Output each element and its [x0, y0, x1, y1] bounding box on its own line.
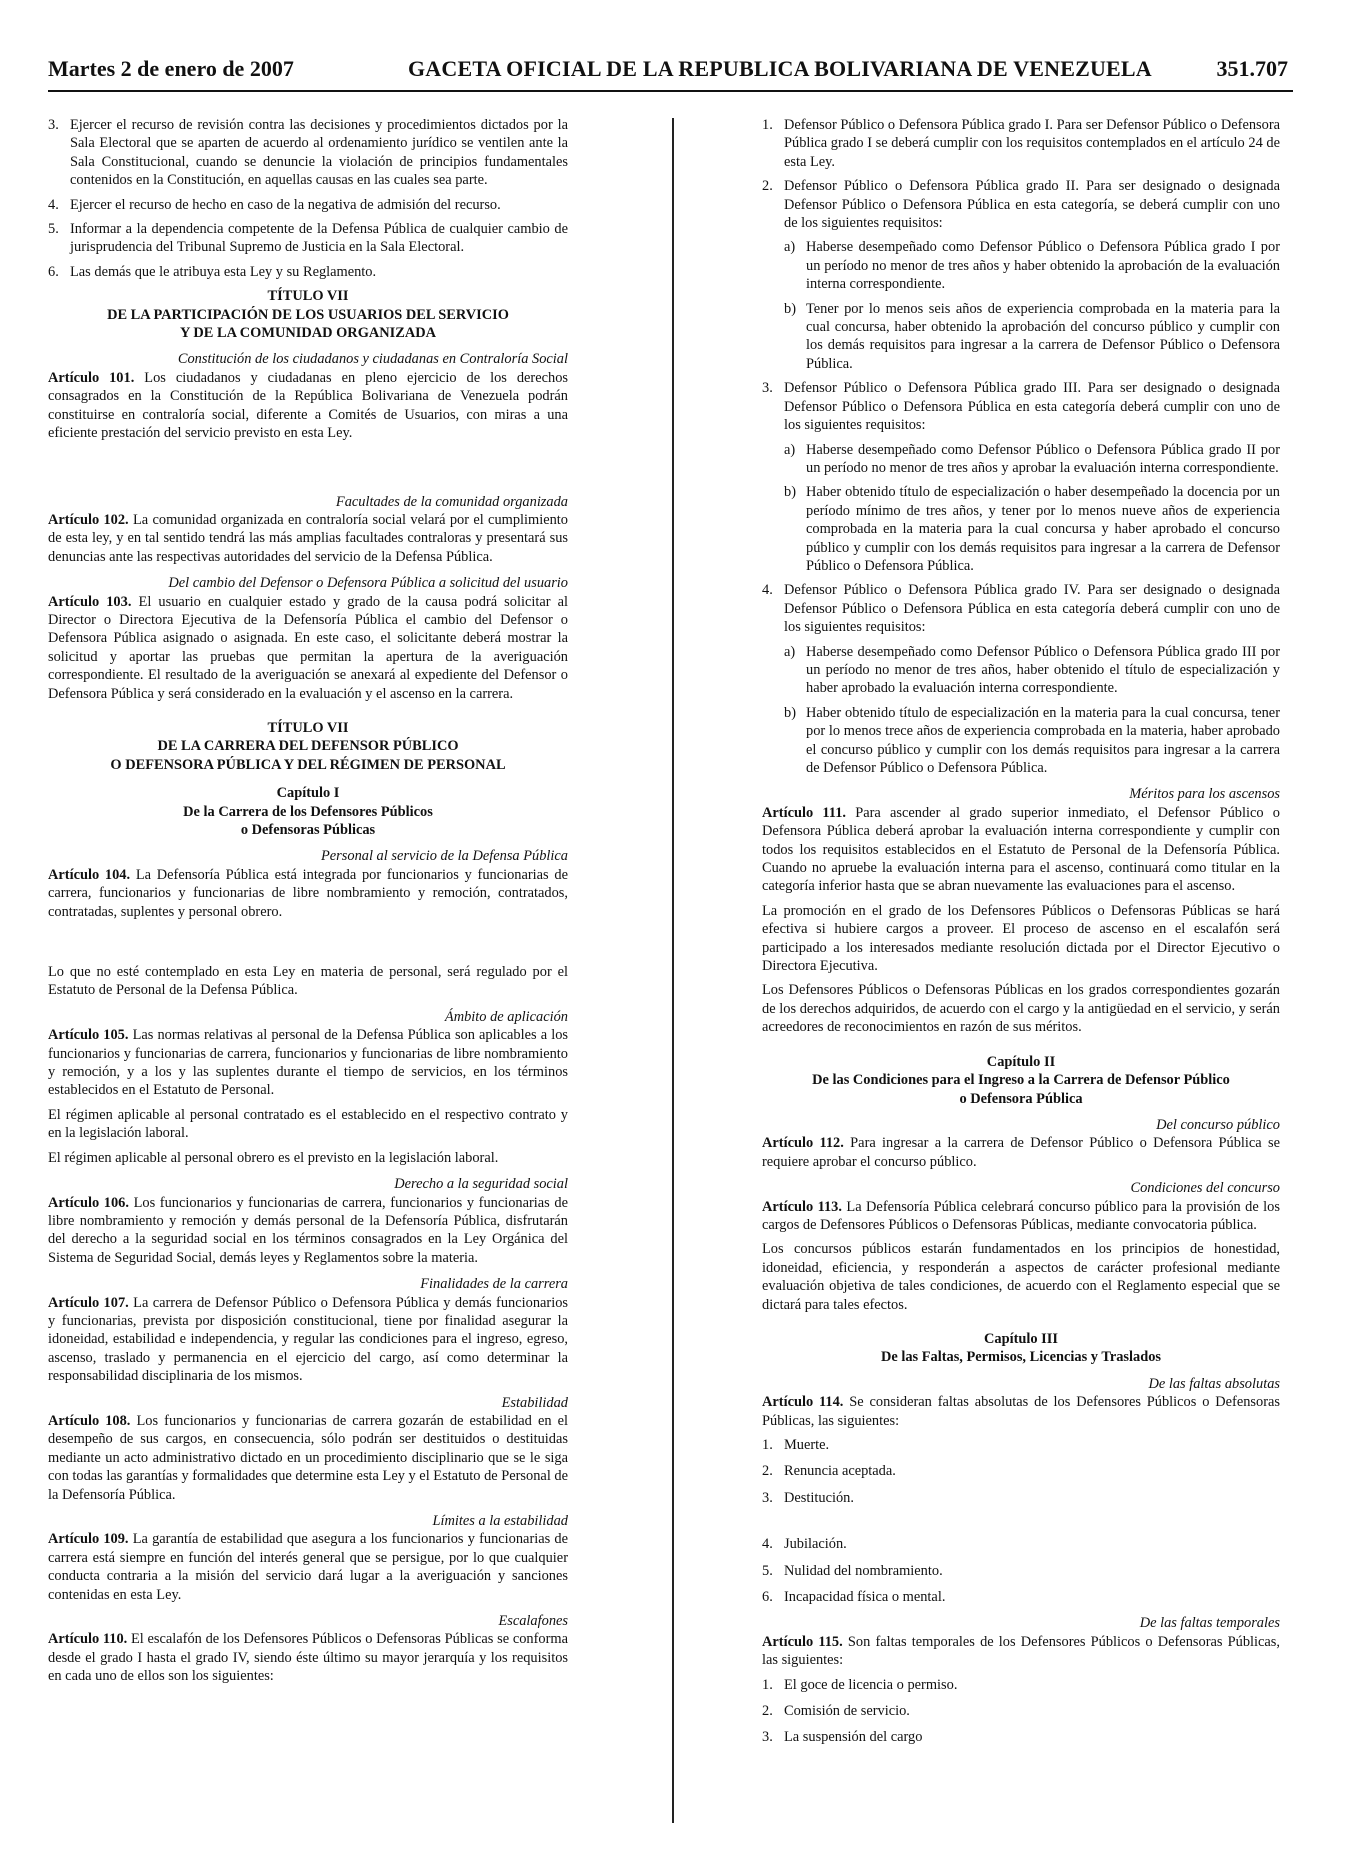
gazette-title: GACETA OFICIAL DE LA REPUBLICA BOLIVARIANA DE VENEZUELA [408, 56, 1152, 81]
article-heading: Condiciones del concurso [1130, 1180, 1280, 1197]
list-item: 2. Renuncia aceptada. [762, 1463, 896, 1480]
article-112: Artículo 112. Para ingresar a la carrera de Defensor Público o Defensora Pública se requiere aprobar el concurso público. [762, 1135, 1280, 1170]
left-column [48, 116, 568, 1692]
requirement-item: b) Tener por lo menos seis años de experiencia comprobada en la materia para la cual concursa, haber obtenido la aprobación del concurso público y cumplir con los demás requisitos para ingresar a la carrera de Defensor Público o Defensora Pública. [784, 300, 1280, 372]
title-heading: DE LA CARRERA DEL DEFENSOR PÚBLICO [157, 738, 459, 755]
chapter-heading: Capítulo I [276, 785, 340, 802]
article-heading: De las faltas temporales [1139, 1615, 1280, 1632]
article-107: Artículo 107. La carrera de Defensor Público o Defensora Pública y demás funcionarios y funcionarias, prevista por disposición constitucional, tiene por finalidad asegurar la idoneidad, estabilidad e independencia, y regular las condiciones para el ingreso, egreso, ascenso, traslado y permanencia en el ejercicio del cargo, así como determinar la responsabilidad disciplinaria de los mismos. [48, 1294, 568, 1385]
title-heading: TÍTULO VII [267, 288, 349, 305]
article-109: Artículo 109. La garantía de estabilidad que asegura a los funcionarios y funcionarias de carrera está siempre en función del interés general que se persigue, por lo que cualquier conducta contraria a la misión del servicio dará lugar a la averiguación y sanciones contenidas en esta Ley. [48, 1531, 568, 1603]
article-heading: Facultades de la comunidad organizada [335, 493, 568, 510]
article-105-paragraph: El régimen aplicable al personal obrero es el previsto en la legislación laboral. [48, 1149, 499, 1166]
requirement-item: a) Haberse desempeñado como Defensor Público o Defensora Pública grado III por un período no menor de tres años, haber obtenido el título de especialización y haber aprobado la evaluación interna correspondiente. [784, 643, 1280, 697]
grade-item: 3. Defensor Público o Defensora Pública grado III. Para ser designado o designada Defensor Público o Defensora Pública en esta categoría deberá cumplir con uno de los siguientes requisitos: [762, 380, 1280, 434]
article-111: Artículo 111. Para ascender al grado superior inmediato, el Defensor Público o Defensora Pública deberá aprobar la evaluación interna correspondiente y cumplir con todos los requisitos establecidos en el Estatuto de Personal de la Defensoría Pública. Cuando no apruebe la evaluación interna para el ascenso, continuará como titular en la categoría inferior hasta que se abran nuevamente las evaluaciones para el ascenso. [762, 804, 1280, 895]
article-102: Artículo 102. La comunidad organizada en contraloría social velará por el cumplimiento de esta ley, y en tal sentido tendrá las más amplias facultades contraloras y presentará sus denuncias ante las respectivas autoridades del servicio de la Defensa Pública. [48, 511, 568, 565]
grade-item: 1. Defensor Público o Defensora Pública grado I. Para ser Defensor Público o Defensora Pública grado I se deberá cumplir con los requisitos contemplados en el artículo 24 de esta Ley. [762, 117, 1280, 170]
list-item: 2. Comisión de servicio. [762, 1703, 910, 1720]
right-column [762, 116, 1280, 1755]
article-105: Artículo 105. Las normas relativas al personal de la Defensa Pública son aplicables a los funcionarios y funcionarias de carrera, funcionarios y funcionarias de libre nombramiento y remoción, y a los y las suplentes durante el tiempo de servicios, en los términos establecidos en el Estatuto de Personal. [48, 1027, 568, 1099]
article-heading: Derecho a la seguridad social [394, 1176, 568, 1193]
chapter-heading: Capítulo III [984, 1330, 1058, 1347]
requirement-item: b) Haber obtenido título de especialización o haber desempeñado la docencia por un período mínimo de tres años, y tener por lo menos nueve años de experiencia comprobada en la materia para la cual concursa y haber aprobado el concurso público y cumplir con los demás requisitos para ingresar a la carrera de Defensor Público o Defensora Pública. [784, 484, 1280, 574]
title-heading: O DEFENSORA PÚBLICA Y DEL RÉGIMEN DE PERSONAL [110, 756, 506, 773]
article-104-paragraph: Lo que no esté contemplado en esta Ley en materia de personal, será regulado por el Estatuto de Personal de la Defensa Pública. [48, 964, 568, 999]
article-111-paragraph: La promoción en el grado de los Defensores Públicos o Defensoras Públicas se hará efectiva si hubiere cargos a proveer. El proceso de ascenso en el escalafón será participado a los interesados mediante resolución dictada por el Director Ejecutivo o Directora Ejecutiva. [762, 902, 1280, 975]
article-heading: Del concurso público [1156, 1116, 1280, 1133]
list-item: 5. Nulidad del nombramiento. [762, 1562, 943, 1579]
header-rule [48, 90, 1293, 92]
article-114: Artículo 114. Se consideran faltas absolutas de los Defensores Públicos o Defensoras Públicas, las siguientes: [762, 1394, 1280, 1429]
article-heading: Constitución de los ciudadanos y ciudadanas en Contraloría Social [177, 351, 568, 368]
list-item: 3. Destitución. [762, 1489, 854, 1506]
article-111-paragraph: Los Defensores Públicos o Defensoras Públicas en los grados correspondientes gozarán de los derechos adquiridos, de acuerdo con el cargo y la antigüedad en el servicio, y serán acreedores de reconocimientos en razón de sus méritos. [762, 982, 1280, 1036]
article-103: Artículo 103. El usuario en cualquier estado y grado de la causa podrá solicitar al Director o Directora Ejecutiva de la Defensoría Pública el cambio del Defensor o Defensora Pública asignado o asignada. En este caso, el solicitante deberá mostrar la solicitud y aportar las pruebas que permitan la apertura de la averiguación correspondiente. El resultado de la averiguación se anexará al expediente del Defensor o Defensora Pública y será considerado en la evaluación y el ascenso en la carrera. [48, 593, 568, 702]
list-item: 6. Las demás que le atribuya esta Ley y su Reglamento. [48, 263, 377, 280]
article-101: Artículo 101. Los ciudadanos y ciudadanas en pleno ejercicio de los derechos consagrados en la Constitución de la República Bolivariana de Venezuela podrán constituirse en contraloría social, diferente a Comités de Usuarios, con miras a una eficiente prestación del servicio previsto en esta Ley. [48, 369, 568, 442]
column-divider [672, 118, 674, 1823]
chapter-heading: o Defensoras Públicas [240, 822, 376, 838]
list-item: 5. Informar a la dependencia competente de la Defensa Pública de cualquier cambio de jurisprudencia del Tribunal Supremo de Justicia en la Sala Electoral. [48, 221, 568, 256]
title-heading: Y DE LA COMUNIDAD ORGANIZADA [179, 325, 437, 342]
list-item: 4. Ejercer el recurso de hecho en caso de la negativa de admisión del recurso. [48, 196, 501, 213]
list-item: 3. La suspensión del cargo [762, 1729, 923, 1746]
requirement-item: a) Haberse desempeñado como Defensor Público o Defensora Pública grado I por un período no menor de tres años y haber obtenido la aprobación de la evaluación interna correspondiente. [784, 239, 1280, 293]
title-heading: TÍTULO VII [267, 719, 349, 736]
chapter-heading: Capítulo II [986, 1053, 1056, 1070]
list-item: 3. Ejercer el recurso de revisión contra las decisiones y procedimientos dictados por la Sala Electoral que se aparten de acuerdo al ordenamiento jurídico se ventilen ante la Sala Constitucional, cuando se denuncie la violación de principios fundamentales contenidos en la Constitución, en aquellas causas en las cuales sea parte. [48, 117, 568, 189]
grade-item: 2. Defensor Público o Defensora Pública grado II. Para ser designado o designada Defensor Público o Defensora Pública en esta categoría, se deberá cumplir con uno de los siguientes requisitos: [762, 178, 1280, 232]
article-106: Artículo 106. Los funcionarios y funcionarias de carrera, funcionarios y funcionarias de libre nombramiento y remoción y demás personal de la Defensoría Pública, disfrutarán del derecho a la seguridad social en los términos consagrados en la Ley Orgánica del Sistema de Seguridad Social, demás leyes y Reglamentos sobre la materia. [48, 1194, 568, 1266]
article-heading: Escalafones [498, 1613, 568, 1630]
article-heading: Finalidades de la carrera [420, 1276, 568, 1293]
page-number: 351.707 [1216, 56, 1288, 81]
article-heading: Del cambio del Defensor o Defensora Pública a solicitud del usuario [168, 575, 568, 592]
requirement-item: a) Haberse desempeñado como Defensor Público o Defensora Pública grado II por un período no menor de tres años y aprobar la evaluación interna correspondiente. [784, 441, 1280, 476]
chapter-heading: De la Carrera de los Defensores Públicos [183, 803, 433, 820]
issue-date: Martes 2 de enero de 2007 [48, 56, 294, 81]
article-heading: Límites a la estabilidad [432, 1513, 568, 1529]
article-108: Artículo 108. Los funcionarios y funcionarias de carrera gozarán de estabilidad en el desempeño de sus cargos, en consecuencia, sólo podrán ser destituidos o destituidas mediante un acto administrativo dictado en un procedimiento disciplinario que se le siga con todas las garantías y formalidades que determine esta Ley y el Estatuto de Personal de la Defensoría Pública. [48, 1412, 568, 1503]
grade-item: 4. Defensor Público o Defensora Pública grado IV. Para ser designado o designada Defensor Público o Defensora Pública en esta categoría deberá cumplir con uno de los siguientes requisitos: [762, 582, 1280, 636]
chapter-heading: De las Faltas, Permisos, Licencias y Traslados [880, 1349, 1162, 1366]
article-heading: De las faltas absolutas [1148, 1375, 1280, 1392]
chapter-heading: De las Condiciones para el Ingreso a la Carrera de Defensor Público [812, 1072, 1230, 1089]
title-heading: DE LA PARTICIPACIÓN DE LOS USUARIOS DEL SERVICIO [107, 306, 509, 323]
list-item: 1. El goce de licencia o permiso. [762, 1676, 958, 1693]
article-104: Artículo 104. La Defensoría Pública está integrada por funcionarios y funcionarias de carrera, funcionarios y funcionarias de libre nombramiento y remoción, contratados, contratadas, suplentes y personal obrero. [48, 866, 568, 920]
list-item: 1. Muerte. [762, 1437, 830, 1453]
requirement-item: b) Haber obtenido título de especialización en la materia para la cual concursa, tener por lo menos trece años de experiencia comprobada en la materia, haber aprobado el concurso público y cumplir con los demás requisitos para ingresar a la carrera de Defensor Público o Defensora Pública. [784, 704, 1280, 776]
article-115: Artículo 115. Son faltas temporales de los Defensores Públicos o Defensoras Públicas, las siguientes: [762, 1633, 1280, 1669]
list-item: 6. Incapacidad física o mental. [762, 1589, 946, 1606]
article-heading: Estabilidad [501, 1394, 568, 1411]
article-113: Artículo 113. La Defensoría Pública celebrará concurso público para la provisión de los cargos de Defensores Públicos o Defensoras Públicas, mediante convocatoria pública. [762, 1198, 1280, 1233]
article-heading: Méritos para los ascensos [1129, 786, 1280, 803]
page-header [48, 56, 1288, 90]
list-item: 4. Jubilación. [762, 1536, 847, 1553]
chapter-heading: o Defensora Pública [959, 1090, 1083, 1107]
article-110: Artículo 110. El escalafón de los Defensores Públicos o Defensoras Públicas se conforma desde el grado I hasta el grado IV, siendo éste último su mayor jerarquía y los requisitos en cada uno de ellos son los siguientes: [48, 1631, 568, 1685]
article-heading: Personal al servicio de la Defensa Pública [321, 848, 568, 865]
article-113-paragraph: Los concursos públicos estarán fundamentados en los principios de honestidad, idoneidad, eficiencia, y responderán a aspectos de carácter profesional mediante evaluación objetiva de tales condiciones, de acuerdo con el Reglamento especial que se dictará para tales efectos. [762, 1241, 1280, 1313]
article-105-paragraph: El régimen aplicable al personal contratado es el establecido en el respectivo contrato y en la legislación laboral. [48, 1106, 568, 1142]
article-heading: Ámbito de aplicación [444, 1008, 568, 1025]
